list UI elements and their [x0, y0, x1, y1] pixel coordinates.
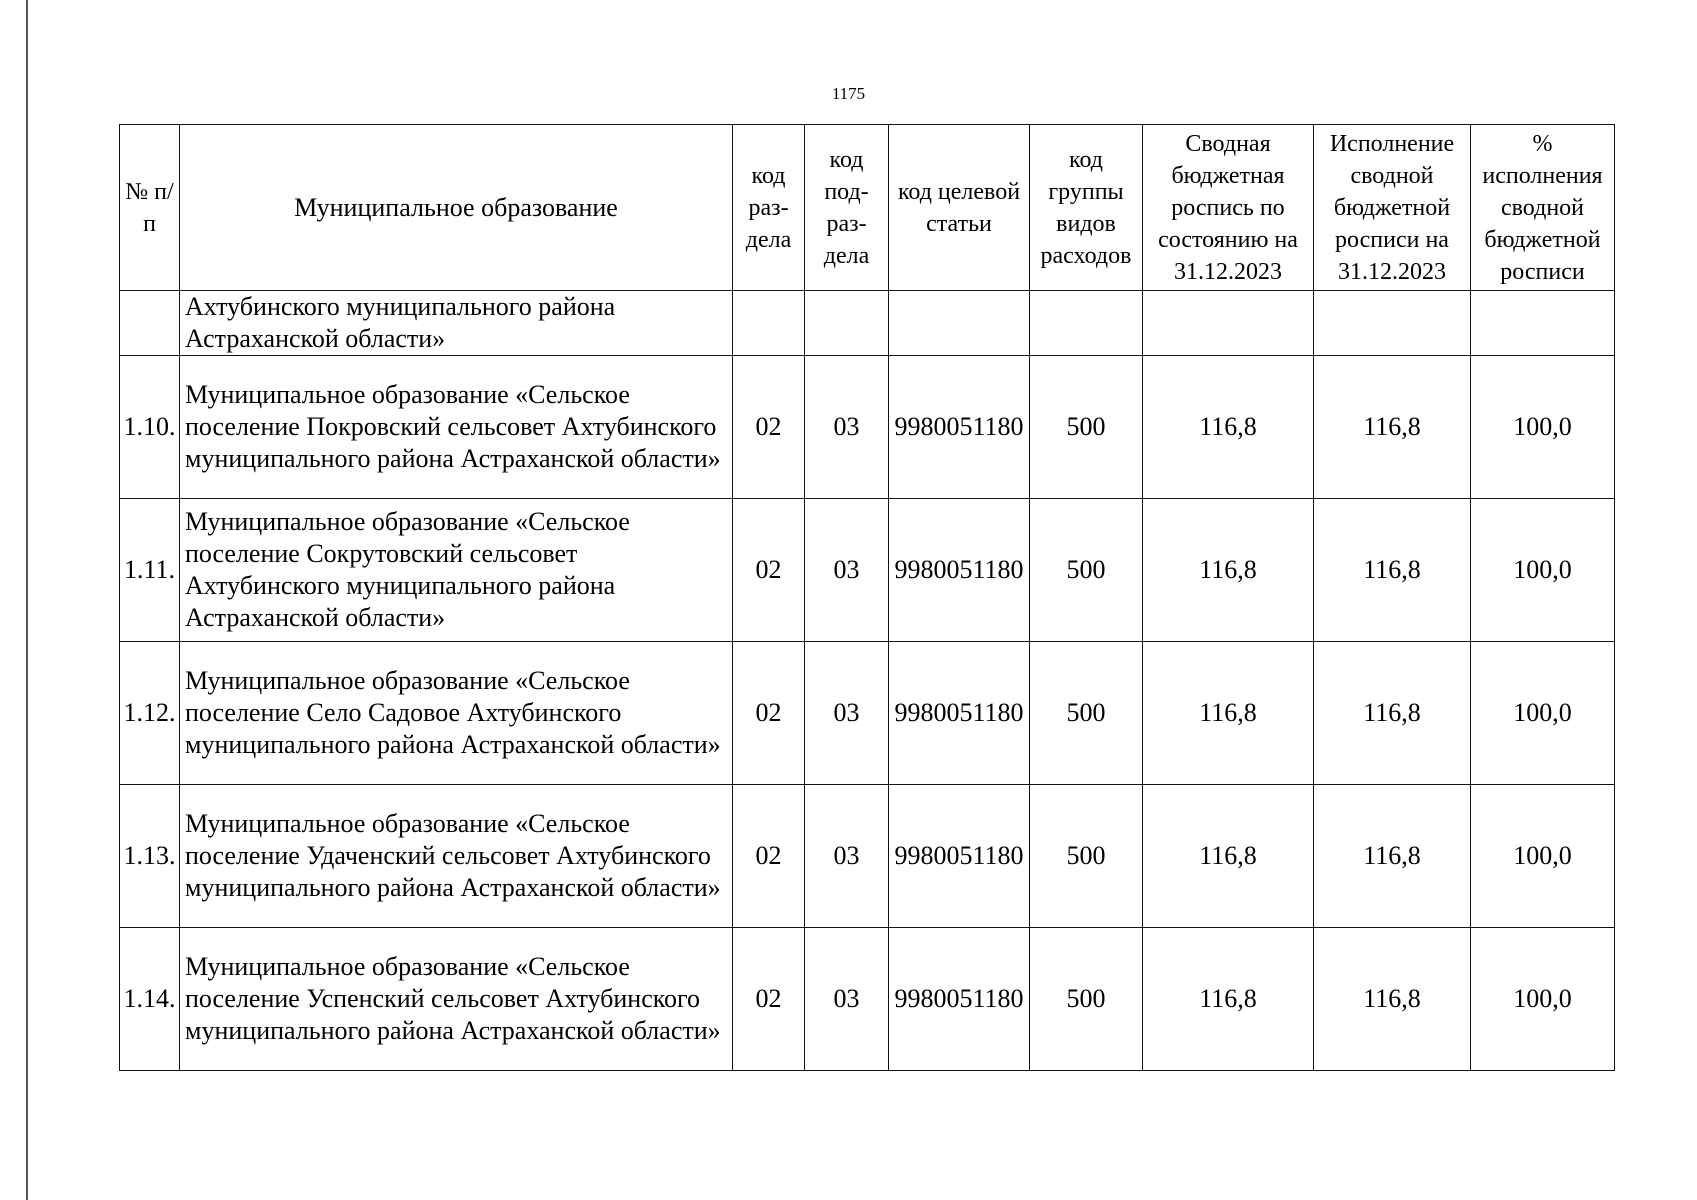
cell-group: 500 [1030, 642, 1143, 785]
cell-plan: 116,8 [1143, 928, 1314, 1071]
cell-execution: 116,8 [1314, 785, 1471, 928]
cell-section: 02 [733, 499, 805, 642]
cell-target: 9980051180 [889, 356, 1030, 499]
cell-target [889, 291, 1030, 356]
cell-num [120, 291, 180, 356]
cell-plan: 116,8 [1143, 499, 1314, 642]
header-subsection: код под-раз-дела [805, 125, 889, 291]
cell-municipality: Муниципальное образование «Сельское поселение Удаченский сельсовет Ахтубинского муниципального района Астраханской области» [180, 785, 733, 928]
header-group: код группы видов расходов [1030, 125, 1143, 291]
cell-num: 1.11. [120, 499, 180, 642]
cell-execution: 116,8 [1314, 642, 1471, 785]
cell-subsection: 03 [805, 642, 889, 785]
cell-section: 02 [733, 785, 805, 928]
table-row-continuation [120, 291, 1615, 356]
header-plan: Сводная бюджетная роспись по состоянию на 31.12.2023 [1143, 125, 1314, 291]
cell-percent: 100,0 [1471, 928, 1615, 1071]
cell-num: 1.12. [120, 642, 180, 785]
cell-group: 500 [1030, 928, 1143, 1071]
table-row [120, 356, 1615, 499]
cell-target: 9980051180 [889, 642, 1030, 785]
page-margin-line [26, 0, 28, 1200]
cell-subsection: 03 [805, 499, 889, 642]
cell-percent: 100,0 [1471, 356, 1615, 499]
header-section: код раз-дела [733, 125, 805, 291]
table-row [120, 928, 1615, 1071]
cell-percent: 100,0 [1471, 499, 1615, 642]
cell-percent [1471, 291, 1615, 356]
cell-percent: 100,0 [1471, 642, 1615, 785]
cell-municipality: Муниципальное образование «Сельское поселение Успенский сельсовет Ахтубинского муниципального района Астраханской области» [180, 928, 733, 1071]
cell-municipality: Ахтубинского муниципального района Астраханской области» [180, 291, 733, 356]
table-row [120, 499, 1615, 642]
cell-municipality: Муниципальное образование «Сельское поселение Покровский сельсовет Ахтубинского муниципального района Астраханской области» [180, 356, 733, 499]
cell-subsection: 03 [805, 356, 889, 499]
cell-plan: 116,8 [1143, 642, 1314, 785]
cell-subsection: 03 [805, 785, 889, 928]
cell-municipality: Муниципальное образование «Сельское поселение Село Садовое Ахтубинского муниципального района Астраханской области» [180, 642, 733, 785]
cell-section: 02 [733, 356, 805, 499]
cell-target: 9980051180 [889, 785, 1030, 928]
header-num: № п/п [120, 125, 180, 291]
page-number: 1175 [831, 84, 866, 103]
cell-target: 9980051180 [889, 928, 1030, 1071]
cell-num: 1.10. [120, 356, 180, 499]
cell-execution: 116,8 [1314, 499, 1471, 642]
table-header-row [120, 125, 1615, 291]
cell-section: 02 [733, 642, 805, 785]
cell-num: 1.14. [120, 928, 180, 1071]
cell-percent: 100,0 [1471, 785, 1615, 928]
header-percent: % исполнения сводной бюджетной росписи [1471, 125, 1615, 291]
cell-group: 500 [1030, 785, 1143, 928]
cell-target: 9980051180 [889, 499, 1030, 642]
cell-subsection: 03 [805, 928, 889, 1071]
table-row [120, 642, 1615, 785]
cell-num: 1.13. [120, 785, 180, 928]
budget-execution-table [119, 124, 1615, 1071]
cell-plan [1143, 291, 1314, 356]
cell-execution: 116,8 [1314, 356, 1471, 499]
cell-plan: 116,8 [1143, 356, 1314, 499]
cell-group: 500 [1030, 499, 1143, 642]
cell-municipality: Муниципальное образование «Сельское поселение Сокрутовский сельсовет Ахтубинского муниципального района Астраханской области» [180, 499, 733, 642]
cell-plan: 116,8 [1143, 785, 1314, 928]
header-municipality: Муниципальное образование [180, 125, 733, 291]
header-execution: Исполнение сводной бюджетной росписи на 31.12.2023 [1314, 125, 1471, 291]
cell-group: 500 [1030, 356, 1143, 499]
cell-subsection [805, 291, 889, 356]
cell-execution [1314, 291, 1471, 356]
cell-section: 02 [733, 928, 805, 1071]
cell-execution: 116,8 [1314, 928, 1471, 1071]
cell-section [733, 291, 805, 356]
header-target: код целевой статьи [889, 125, 1030, 291]
cell-group [1030, 291, 1143, 356]
table-row [120, 785, 1615, 928]
